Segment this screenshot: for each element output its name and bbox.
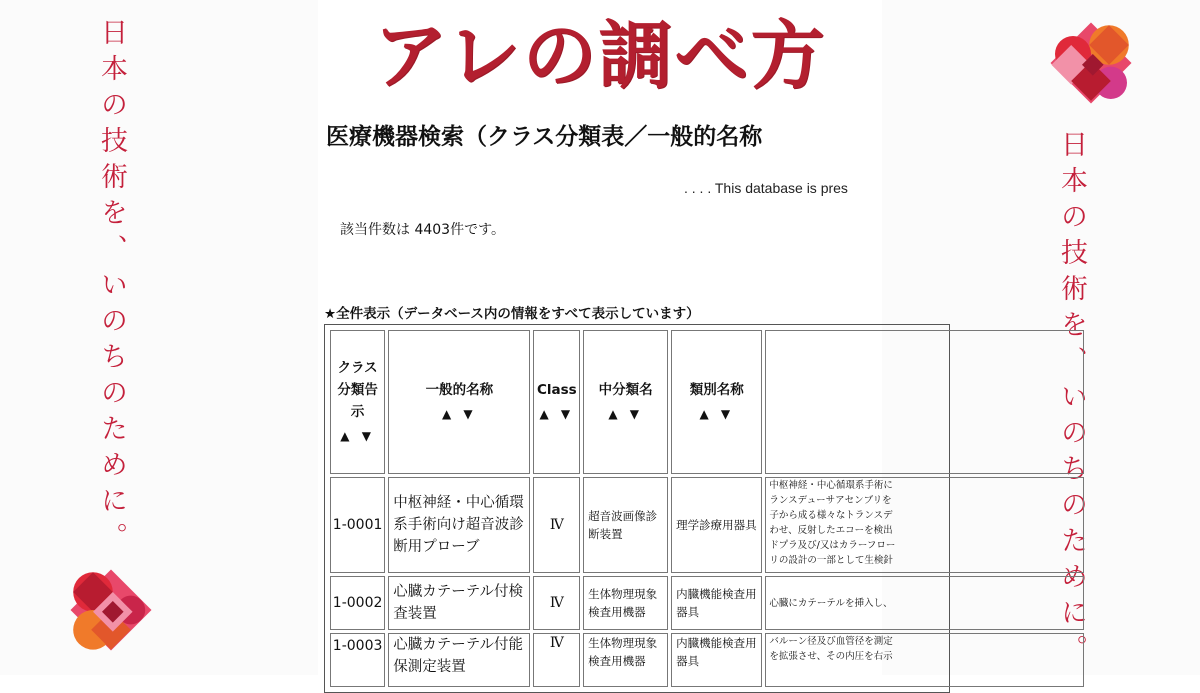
cell-class-no: 1-0003 bbox=[330, 633, 385, 687]
left-side-panel bbox=[0, 0, 318, 675]
heart-mosaic-logo-icon bbox=[1046, 18, 1136, 108]
sort-toggle-general-name[interactable]: ▲ ▼ bbox=[442, 407, 477, 421]
cell-class: Ⅳ bbox=[533, 633, 580, 687]
header-type-name bbox=[671, 330, 762, 474]
cell-class-no: 1-0001 bbox=[330, 477, 385, 573]
heart-mosaic-logo-icon bbox=[66, 565, 156, 655]
header-class-no-label: クラス分類告示 bbox=[337, 360, 378, 420]
cell-middle-category: 生体物理現象検査用機器 bbox=[583, 633, 668, 687]
header-class-label: Class bbox=[536, 382, 577, 398]
database-notice: . . . . This database is pres bbox=[684, 180, 848, 196]
header-class bbox=[533, 330, 580, 474]
sort-toggle-class[interactable]: ▲ ▼ bbox=[539, 407, 575, 421]
database-page-viewport bbox=[318, 110, 896, 675]
definition-line: ランスデューサアセンブリを bbox=[769, 495, 892, 506]
cell-middle-category: 生体物理現象検査用機器 bbox=[583, 576, 668, 630]
section-heading: ★全件表示（データベース内の情報をすべて表示しています） bbox=[324, 306, 700, 322]
cell-definition bbox=[765, 633, 1084, 687]
header-general-name bbox=[388, 330, 530, 474]
definition-line: わせ、反射したエコーを検出 bbox=[769, 525, 893, 536]
header-definition bbox=[765, 330, 1084, 474]
cell-general-name: 心臓カテーテル付能保測定装置 bbox=[388, 633, 530, 687]
definition-line: バルーン径及び血管径を測定 bbox=[769, 636, 893, 647]
table-row bbox=[330, 633, 1084, 687]
definition-line: を拡張させ、その内圧を右示 bbox=[769, 651, 893, 662]
cell-general-name: 心臓カテーテル付検査装置 bbox=[388, 576, 530, 630]
table-row bbox=[330, 477, 1084, 573]
definition-line: リの設計の一部として生検針 bbox=[769, 555, 893, 566]
banner-title: アレの調べ方 bbox=[373, 13, 827, 99]
sort-toggle-middle-category[interactable]: ▲ ▼ bbox=[608, 407, 643, 421]
results-table bbox=[327, 327, 1087, 690]
cell-definition bbox=[765, 576, 1084, 630]
cell-type-name: 内臓機能検査用器具 bbox=[671, 633, 762, 687]
definition-line: 子から成る様々なトランスデ bbox=[769, 510, 893, 521]
sort-toggle-type-name[interactable]: ▲ ▼ bbox=[699, 407, 735, 421]
table-header-row bbox=[330, 330, 1084, 474]
header-type-name-label: 類別名称 bbox=[689, 382, 744, 398]
cell-type-name: 内臓機能検査用器具 bbox=[671, 576, 762, 630]
right-vertical-slogan: 日本の技術を、いのちのために。 bbox=[1056, 130, 1087, 670]
left-vertical-slogan: 日本の技術を、いのちのために。 bbox=[96, 18, 127, 558]
header-class-no bbox=[330, 330, 385, 474]
sort-toggle-class-no[interactable]: ▲ ▼ bbox=[340, 429, 375, 443]
results-table-frame bbox=[324, 324, 950, 693]
cell-definition bbox=[765, 477, 1084, 573]
cell-class-no: 1-0002 bbox=[330, 576, 385, 630]
header-middle-category bbox=[583, 330, 668, 474]
definition-line: 心臓にカテーテルを挿入し、 bbox=[769, 597, 893, 609]
definition-line: 中枢神経・中心循環系手術に bbox=[769, 480, 893, 491]
result-count: 該当件数は 4403件です。 bbox=[340, 222, 505, 238]
cell-class: Ⅳ bbox=[533, 477, 580, 573]
cell-type-name: 理学診療用器具 bbox=[671, 477, 762, 573]
table-row bbox=[330, 576, 1084, 630]
definition-line: ドプラ及び/又はカラーフロー bbox=[769, 540, 896, 551]
cell-general-name: 中枢神経・中心循環系手術向け超音波診断用プローブ bbox=[388, 477, 530, 573]
cell-class: Ⅳ bbox=[533, 576, 580, 630]
cell-middle-category: 超音波画像診断装置 bbox=[583, 477, 668, 573]
header-general-name-label: 一般的名称 bbox=[425, 382, 494, 398]
page-title: 医療機器検索（クラス分類表／一般的名称 bbox=[326, 124, 763, 150]
header-middle-category-label: 中分類名 bbox=[598, 382, 653, 398]
